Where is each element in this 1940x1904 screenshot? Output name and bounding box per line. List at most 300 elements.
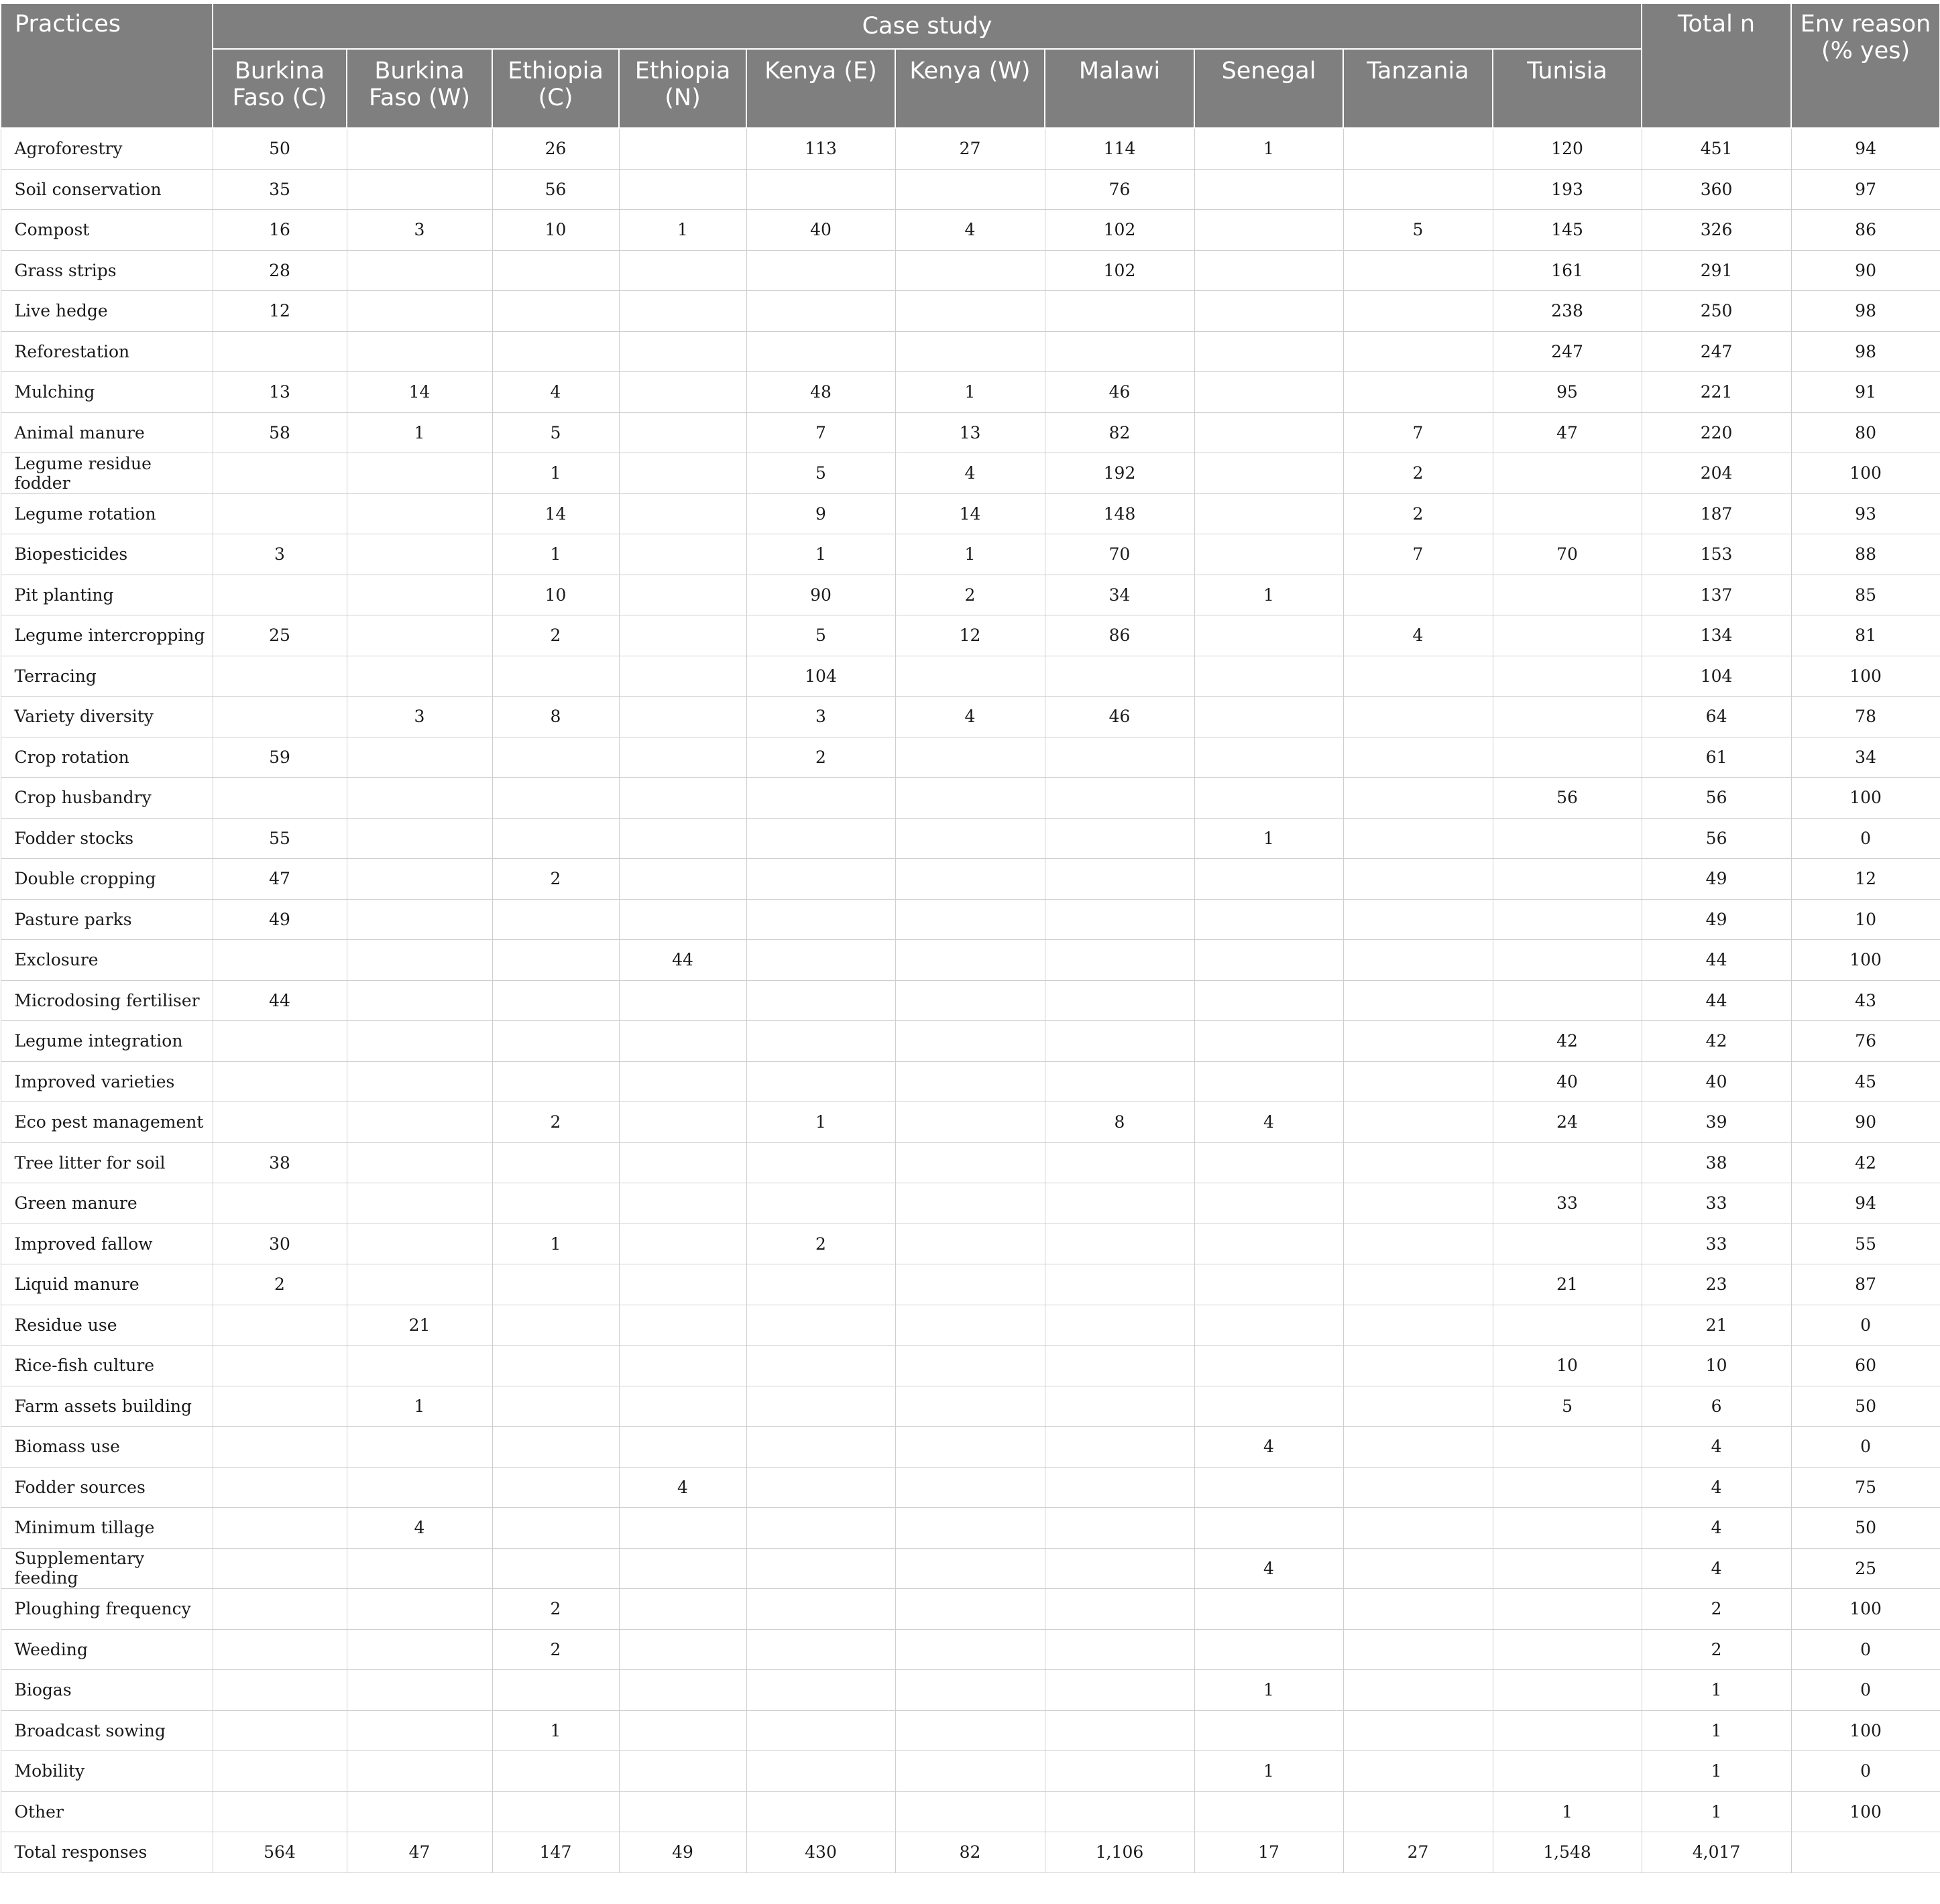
count-cell <box>1194 1224 1343 1264</box>
count-cell: 102 <box>1045 210 1194 251</box>
count-cell: 55 <box>213 818 347 859</box>
count-cell: 56 <box>492 169 619 210</box>
count-cell <box>746 1021 895 1062</box>
practice-name-cell: Terracing <box>1 656 213 697</box>
count-cell <box>895 1264 1045 1305</box>
count-cell: 2 <box>213 1264 347 1305</box>
count-cell <box>746 1346 895 1386</box>
count-cell <box>619 493 746 534</box>
count-cell <box>1343 656 1493 697</box>
total-cell: 56 <box>1642 778 1791 819</box>
count-cell <box>895 1142 1045 1183</box>
count-cell <box>746 1548 895 1589</box>
table-row <box>1 899 1940 940</box>
count-cell <box>619 778 746 819</box>
count-cell <box>1343 940 1493 981</box>
total-cell: 360 <box>1642 169 1791 210</box>
count-cell <box>895 169 1045 210</box>
total-cell: 221 <box>1642 372 1791 413</box>
table-row <box>1 453 1940 494</box>
header-country: Malawi <box>1045 49 1194 128</box>
count-cell: 3 <box>347 210 492 251</box>
count-cell <box>1493 1629 1642 1670</box>
count-cell <box>1194 534 1343 575</box>
count-cell <box>347 1224 492 1264</box>
count-cell <box>1045 1264 1194 1305</box>
total-cell: 61 <box>1642 737 1791 778</box>
count-cell <box>347 575 492 615</box>
practice-name-cell: Eco pest management <box>1 1102 213 1143</box>
count-cell <box>1343 1508 1493 1549</box>
practice-name-cell: Minimum tillage <box>1 1508 213 1549</box>
table-row <box>1 1670 1940 1711</box>
practice-name-cell: Reforestation <box>1 331 213 372</box>
count-cell: 1 <box>492 453 619 494</box>
count-cell <box>1045 899 1194 940</box>
count-cell <box>1343 697 1493 737</box>
count-cell <box>895 1791 1045 1832</box>
practice-name-cell: Supplementary feeding <box>1 1548 213 1589</box>
practice-name-cell: Exclosure <box>1 940 213 981</box>
count-cell: 7 <box>1343 534 1493 575</box>
count-cell: 25 <box>213 615 347 656</box>
count-cell <box>746 940 895 981</box>
total-cell: 44 <box>1642 980 1791 1021</box>
count-cell <box>895 778 1045 819</box>
header-env-reason: Env reason (% yes) <box>1791 3 1940 128</box>
count-cell: 40 <box>746 210 895 251</box>
env-reason-cell: 34 <box>1791 737 1940 778</box>
count-cell: 2 <box>492 1629 619 1670</box>
count-cell: 430 <box>746 1832 895 1873</box>
practice-name-cell: Variety diversity <box>1 697 213 737</box>
count-cell <box>895 1710 1045 1751</box>
count-cell: 1 <box>492 1224 619 1264</box>
env-reason-cell: 98 <box>1791 291 1940 332</box>
count-cell: 46 <box>1045 372 1194 413</box>
practice-name-cell: Compost <box>1 210 213 251</box>
count-cell: 7 <box>1343 412 1493 453</box>
count-cell: 4 <box>895 453 1045 494</box>
count-cell <box>213 1467 347 1508</box>
table-row <box>1 656 1940 697</box>
practice-name-cell: Legume rotation <box>1 493 213 534</box>
total-cell: 4 <box>1642 1467 1791 1508</box>
count-cell <box>895 1305 1045 1346</box>
table-row <box>1 818 1940 859</box>
count-cell <box>1493 493 1642 534</box>
count-cell <box>347 1670 492 1711</box>
count-cell: 4 <box>895 697 1045 737</box>
count-cell <box>1343 1548 1493 1589</box>
count-cell <box>895 1467 1045 1508</box>
count-cell <box>1045 1142 1194 1183</box>
env-reason-cell: 0 <box>1791 818 1940 859</box>
count-cell <box>1343 1467 1493 1508</box>
count-cell <box>213 656 347 697</box>
env-reason-cell: 76 <box>1791 1021 1940 1062</box>
count-cell <box>492 1264 619 1305</box>
header-country: Senegal <box>1194 49 1343 128</box>
count-cell <box>895 737 1045 778</box>
count-cell: 33 <box>1493 1183 1642 1224</box>
count-cell <box>492 291 619 332</box>
env-reason-cell: 98 <box>1791 331 1940 372</box>
table-row <box>1 412 1940 453</box>
count-cell <box>1194 1629 1343 1670</box>
table-row <box>1 534 1940 575</box>
count-cell <box>213 575 347 615</box>
table-row <box>1 778 1940 819</box>
count-cell <box>1493 1589 1642 1630</box>
total-cell: 64 <box>1642 697 1791 737</box>
env-reason-cell: 0 <box>1791 1629 1940 1670</box>
count-cell <box>1493 1427 1642 1468</box>
count-cell: 148 <box>1045 493 1194 534</box>
count-cell <box>347 1467 492 1508</box>
count-cell <box>895 1061 1045 1102</box>
count-cell <box>895 1102 1045 1143</box>
total-cell: 204 <box>1642 453 1791 494</box>
env-reason-cell: 93 <box>1791 493 1940 534</box>
count-cell <box>1194 250 1343 291</box>
total-cell: 1 <box>1642 1710 1791 1751</box>
count-cell: 70 <box>1493 534 1642 575</box>
count-cell <box>347 128 492 169</box>
env-reason-cell: 25 <box>1791 1548 1940 1589</box>
count-cell <box>895 1386 1045 1427</box>
count-cell <box>1343 1021 1493 1062</box>
count-cell <box>492 1183 619 1224</box>
count-cell <box>492 1548 619 1589</box>
table-row <box>1 1548 1940 1589</box>
table-row <box>1 128 1940 169</box>
count-cell <box>746 818 895 859</box>
count-cell <box>347 656 492 697</box>
header-country: Ethiopia (C) <box>492 49 619 128</box>
count-cell <box>213 1508 347 1549</box>
count-cell: 28 <box>213 250 347 291</box>
header-case-study: Case study <box>213 3 1642 49</box>
count-cell: 58 <box>213 412 347 453</box>
count-cell: 13 <box>895 412 1045 453</box>
count-cell <box>1343 331 1493 372</box>
env-reason-cell: 91 <box>1791 372 1940 413</box>
count-cell <box>746 1467 895 1508</box>
count-cell <box>895 1629 1045 1670</box>
count-cell: 3 <box>746 697 895 737</box>
count-cell: 2 <box>492 859 619 900</box>
total-cell: 4,017 <box>1642 1832 1791 1873</box>
count-cell <box>1493 697 1642 737</box>
count-cell <box>1343 980 1493 1021</box>
env-reason-cell: 81 <box>1791 615 1940 656</box>
total-cell: 451 <box>1642 128 1791 169</box>
count-cell <box>347 1142 492 1183</box>
count-cell <box>347 1021 492 1062</box>
table-row <box>1 210 1940 251</box>
count-cell <box>1045 1508 1194 1549</box>
count-cell <box>746 1183 895 1224</box>
count-cell: 16 <box>213 210 347 251</box>
count-cell: 49 <box>213 899 347 940</box>
count-cell <box>895 1183 1045 1224</box>
count-cell: 1 <box>1194 128 1343 169</box>
practice-name-cell: Microdosing fertiliser <box>1 980 213 1021</box>
count-cell <box>1343 1061 1493 1102</box>
count-cell: 1,548 <box>1493 1832 1642 1873</box>
count-cell <box>1045 1427 1194 1468</box>
count-cell <box>213 493 347 534</box>
count-cell <box>347 1427 492 1468</box>
table-row <box>1 1346 1940 1386</box>
count-cell <box>1343 250 1493 291</box>
count-cell: 1 <box>895 534 1045 575</box>
env-reason-cell: 100 <box>1791 940 1940 981</box>
count-cell <box>347 1264 492 1305</box>
count-cell <box>1045 656 1194 697</box>
total-cell: 4 <box>1642 1427 1791 1468</box>
env-reason-cell: 45 <box>1791 1061 1940 1102</box>
count-cell <box>1194 1142 1343 1183</box>
count-cell <box>746 250 895 291</box>
count-cell <box>1493 737 1642 778</box>
count-cell <box>1343 291 1493 332</box>
practice-name-cell: Residue use <box>1 1305 213 1346</box>
table-row <box>1 859 1940 900</box>
table-row <box>1 1589 1940 1630</box>
count-cell <box>1194 331 1343 372</box>
count-cell: 5 <box>1343 210 1493 251</box>
count-cell <box>213 1183 347 1224</box>
count-cell: 4 <box>619 1467 746 1508</box>
count-cell <box>1045 1710 1194 1751</box>
count-cell <box>1194 615 1343 656</box>
count-cell: 26 <box>492 128 619 169</box>
practice-name-cell: Biomass use <box>1 1427 213 1468</box>
count-cell: 47 <box>213 859 347 900</box>
count-cell <box>1493 980 1642 1021</box>
count-cell <box>895 1346 1045 1386</box>
count-cell: 1 <box>1194 1751 1343 1792</box>
count-cell <box>213 1589 347 1630</box>
count-cell: 35 <box>213 169 347 210</box>
table-row <box>1 1629 1940 1670</box>
count-cell: 47 <box>1493 412 1642 453</box>
count-cell <box>895 1751 1045 1792</box>
count-cell <box>1045 1589 1194 1630</box>
count-cell: 10 <box>492 575 619 615</box>
header-country: Burkina Faso (C) <box>213 49 347 128</box>
count-cell <box>619 169 746 210</box>
count-cell: 5 <box>746 615 895 656</box>
count-cell <box>619 1224 746 1264</box>
env-reason-cell: 43 <box>1791 980 1940 1021</box>
count-cell: 7 <box>746 412 895 453</box>
count-cell <box>619 291 746 332</box>
practice-name-cell: Double cropping <box>1 859 213 900</box>
count-cell <box>1343 128 1493 169</box>
table-row <box>1 493 1940 534</box>
count-cell: 1 <box>1194 818 1343 859</box>
count-cell <box>347 1629 492 1670</box>
count-cell: 192 <box>1045 453 1194 494</box>
count-cell <box>1194 737 1343 778</box>
count-cell: 17 <box>1194 1832 1343 1873</box>
table-row <box>1 1183 1940 1224</box>
env-reason-cell: 75 <box>1791 1467 1940 1508</box>
table-row <box>1 697 1940 737</box>
count-cell: 50 <box>213 128 347 169</box>
practice-name-cell: Legume integration <box>1 1021 213 1062</box>
count-cell <box>1194 1710 1343 1751</box>
total-cell: 56 <box>1642 818 1791 859</box>
table-row <box>1 1102 1940 1143</box>
count-cell <box>1045 1791 1194 1832</box>
total-cell: 247 <box>1642 331 1791 372</box>
count-cell <box>213 778 347 819</box>
count-cell: 2 <box>492 1589 619 1630</box>
total-cell: 326 <box>1642 210 1791 251</box>
table-row <box>1 331 1940 372</box>
count-cell <box>1343 1305 1493 1346</box>
count-cell: 56 <box>1493 778 1642 819</box>
count-cell <box>746 980 895 1021</box>
count-cell <box>213 1305 347 1346</box>
count-cell <box>1343 1791 1493 1832</box>
count-cell <box>1343 737 1493 778</box>
count-cell <box>1194 1791 1343 1832</box>
header-country: Kenya (E) <box>746 49 895 128</box>
count-cell: 48 <box>746 372 895 413</box>
count-cell <box>746 331 895 372</box>
practice-name-cell: Grass strips <box>1 250 213 291</box>
env-reason-cell: 10 <box>1791 899 1940 940</box>
table-row <box>1 575 1940 615</box>
table-row <box>1 1021 1940 1062</box>
env-reason-cell: 12 <box>1791 859 1940 900</box>
count-cell: 76 <box>1045 169 1194 210</box>
practice-name-cell: Pit planting <box>1 575 213 615</box>
total-cell: 137 <box>1642 575 1791 615</box>
count-cell <box>1045 1629 1194 1670</box>
count-cell: 5 <box>746 453 895 494</box>
count-cell: 49 <box>619 1832 746 1873</box>
count-cell <box>619 1629 746 1670</box>
count-cell <box>619 1142 746 1183</box>
count-cell <box>347 1751 492 1792</box>
count-cell: 247 <box>1493 331 1642 372</box>
header-country: Tunisia <box>1493 49 1642 128</box>
count-cell <box>1045 1467 1194 1508</box>
count-cell <box>746 1508 895 1549</box>
count-cell: 2 <box>1343 493 1493 534</box>
count-cell <box>213 1021 347 1062</box>
count-cell: 193 <box>1493 169 1642 210</box>
count-cell: 4 <box>895 210 1045 251</box>
count-cell <box>746 1427 895 1468</box>
total-cell: 187 <box>1642 493 1791 534</box>
table-container <box>0 3 1940 1873</box>
count-cell: 4 <box>1194 1427 1343 1468</box>
practice-name-cell: Liquid manure <box>1 1264 213 1305</box>
total-cell: 49 <box>1642 859 1791 900</box>
count-cell <box>619 1548 746 1589</box>
count-cell <box>619 1102 746 1143</box>
env-reason-cell: 90 <box>1791 1102 1940 1143</box>
count-cell: 1 <box>347 412 492 453</box>
count-cell: 12 <box>213 291 347 332</box>
count-cell <box>1493 859 1642 900</box>
count-cell <box>492 1305 619 1346</box>
count-cell <box>619 1183 746 1224</box>
count-cell <box>492 940 619 981</box>
count-cell: 86 <box>1045 615 1194 656</box>
count-cell <box>1194 1467 1343 1508</box>
count-cell <box>619 250 746 291</box>
env-reason-cell: 100 <box>1791 1589 1940 1630</box>
table-row <box>1 615 1940 656</box>
count-cell <box>1194 169 1343 210</box>
count-cell <box>347 1183 492 1224</box>
count-cell: 104 <box>746 656 895 697</box>
count-cell <box>1343 1751 1493 1792</box>
practice-name-cell: Crop husbandry <box>1 778 213 819</box>
count-cell <box>213 1670 347 1711</box>
practice-name-cell: Fodder stocks <box>1 818 213 859</box>
total-cell: 23 <box>1642 1264 1791 1305</box>
count-cell <box>1343 1589 1493 1630</box>
practice-name-cell: Weeding <box>1 1629 213 1670</box>
header-practices: Practices <box>1 3 213 128</box>
count-cell <box>1045 1305 1194 1346</box>
count-cell: 24 <box>1493 1102 1642 1143</box>
count-cell <box>492 980 619 1021</box>
table-row <box>1 291 1940 332</box>
count-cell: 13 <box>213 372 347 413</box>
count-cell <box>746 1386 895 1427</box>
count-cell <box>347 940 492 981</box>
total-cell: 42 <box>1642 1021 1791 1062</box>
practice-name-cell: Broadcast sowing <box>1 1710 213 1751</box>
total-cell: 1 <box>1642 1670 1791 1711</box>
count-cell <box>347 737 492 778</box>
count-cell <box>1493 1548 1642 1589</box>
count-cell <box>1343 1710 1493 1751</box>
table-row <box>1 1710 1940 1751</box>
total-cell: 1 <box>1642 1751 1791 1792</box>
count-cell: 1 <box>746 534 895 575</box>
count-cell: 9 <box>746 493 895 534</box>
count-cell: 1 <box>347 1386 492 1427</box>
count-cell <box>492 1346 619 1386</box>
count-cell <box>1194 859 1343 900</box>
count-cell <box>347 534 492 575</box>
count-cell <box>619 1670 746 1711</box>
count-cell: 44 <box>213 980 347 1021</box>
count-cell: 47 <box>347 1832 492 1873</box>
count-cell: 564 <box>213 1832 347 1873</box>
practice-name-cell: Mulching <box>1 372 213 413</box>
count-cell <box>1194 697 1343 737</box>
count-cell <box>1045 940 1194 981</box>
count-cell <box>1194 1061 1343 1102</box>
count-cell <box>347 778 492 819</box>
count-cell <box>1343 818 1493 859</box>
total-cell: 104 <box>1642 656 1791 697</box>
count-cell: 10 <box>1493 1346 1642 1386</box>
count-cell <box>1045 1670 1194 1711</box>
